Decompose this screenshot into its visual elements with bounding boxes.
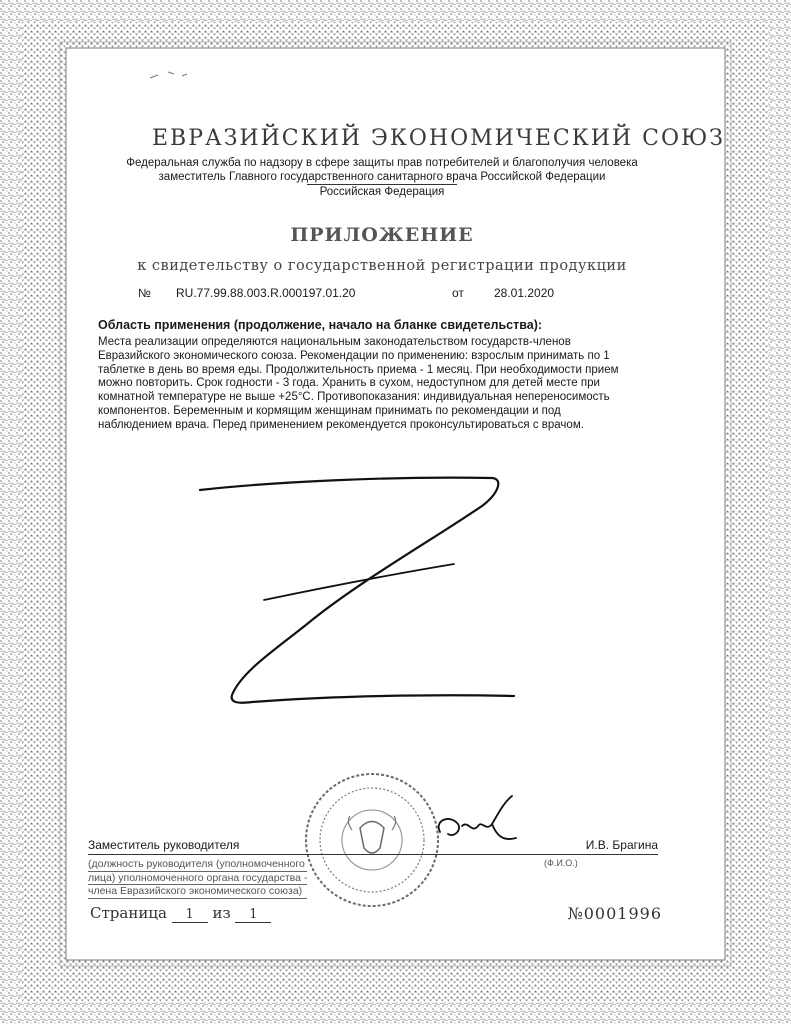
total-pages: 1 bbox=[235, 907, 271, 923]
text-line: Евразийского экономического союза. Рекомендации по применению: взрослым принимать по 1 bbox=[98, 349, 610, 362]
signatory-row bbox=[88, 838, 658, 854]
text-line: можно повторить. Срок годности - 3 года. Хранить в сухом, недоступном для детей месте при bbox=[98, 377, 600, 390]
fio-caption: (Ф.И.О.) bbox=[544, 858, 578, 868]
appendix-title: ПРИЛОЖЕНИЕ bbox=[290, 224, 474, 246]
appendix-subtitle: к свидетельству о государственной регистрации продукции bbox=[137, 258, 627, 274]
footnote-line: члена Евразийского экономического союза) bbox=[88, 885, 307, 899]
z-cancellation-mark bbox=[192, 470, 522, 720]
text-line: компонентов. Беременным и кормящим женщинам принимать по рекомендации и под bbox=[98, 404, 561, 417]
text-line: наблюдением врача. Перед применением рекомендуется проконсультироваться с врачом. bbox=[98, 418, 584, 431]
certificate-appendix-page bbox=[82, 70, 725, 950]
issuing-authority bbox=[82, 156, 682, 199]
signatory-name: И.В. Брагина bbox=[585, 838, 658, 852]
page-counter bbox=[90, 904, 271, 923]
application-area-heading: Область применения (продолжение, начало на бланке свидетельства): bbox=[98, 318, 543, 332]
signatory-footnote bbox=[88, 858, 307, 899]
certificate-number: RU.77.99.88.003.R.000197.01.20 bbox=[176, 286, 356, 300]
page-number: 1 bbox=[172, 907, 208, 923]
footnote-line: лица) уполномоченного органа государства - bbox=[88, 871, 308, 884]
page-label: Страница bbox=[90, 904, 167, 922]
certificate-date: 28.01.2020 bbox=[494, 286, 555, 300]
application-area-text bbox=[98, 336, 658, 433]
union-title: ЕВРАЗИЙСКИЙ ЭКОНОМИЧЕСКИЙ СОЮЗ bbox=[152, 126, 725, 151]
authority-line: заместитель Главного государственного санитарного врача Российской Федерации bbox=[158, 171, 606, 183]
text-line: комнатной температуре не выше +25°C. Противопоказания: индивидуальная непереносимость bbox=[98, 391, 610, 404]
footnote-line: (должность руководителя (уполномоченного bbox=[88, 858, 307, 872]
certificate-date-label: от bbox=[452, 286, 464, 300]
authority-country-text: Российская Федерация bbox=[307, 184, 457, 199]
authority-country bbox=[82, 184, 682, 199]
text-line: таблетке в день во время еды. Продолжительность приема - 1 месяц. При необходимости прием bbox=[98, 363, 619, 376]
signature-line bbox=[88, 854, 658, 855]
certificate-number-label: № bbox=[138, 286, 151, 300]
authority-line: Федеральная служба по надзору в сфере защиты прав потребителей и благополучия человека bbox=[126, 157, 638, 169]
of-label: из bbox=[212, 904, 231, 922]
form-serial-number: №0001996 bbox=[567, 904, 662, 923]
signatory-position: Заместитель руководителя bbox=[88, 838, 240, 852]
certificate-reference bbox=[138, 286, 678, 302]
text-line: Места реализации определяются национальным законодательством государств-членов bbox=[98, 336, 571, 348]
